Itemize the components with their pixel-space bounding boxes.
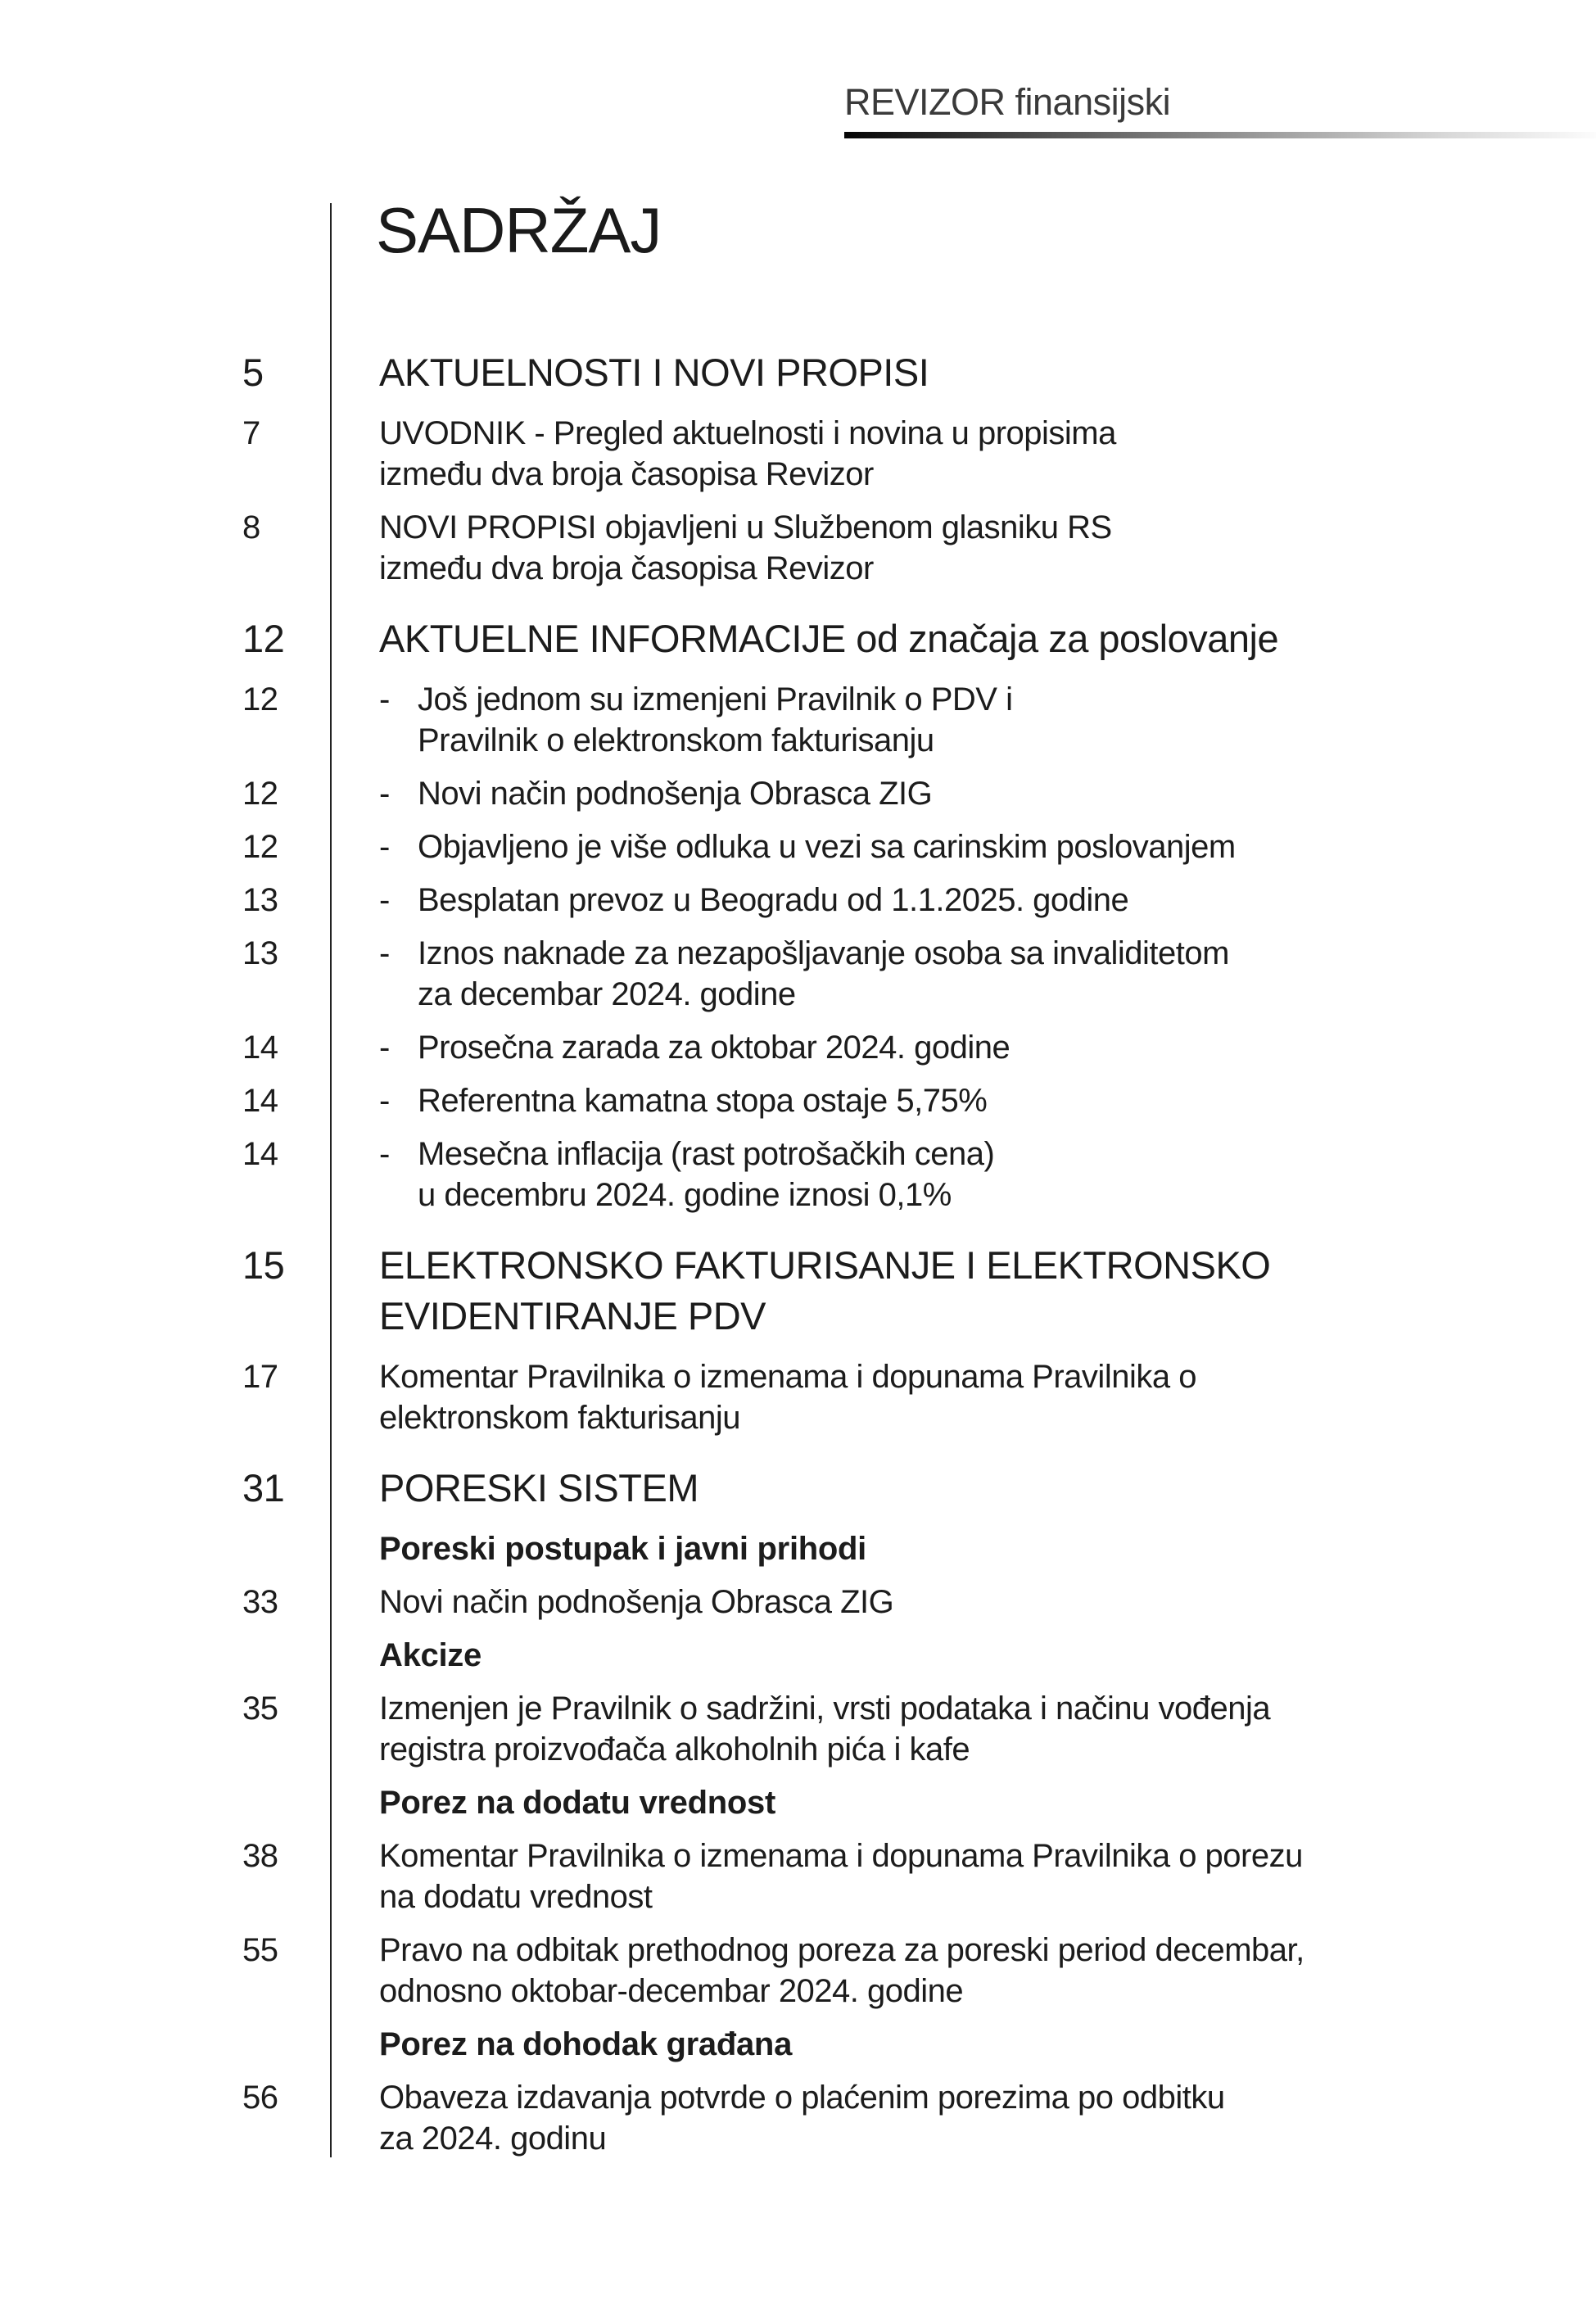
toc-entry-line: Mesečna inflacija (rast potrošačkih cena) xyxy=(418,1136,995,1172)
toc-entry-line: Još jednom su izmenjeni Pravilnik o PDV i xyxy=(418,681,1013,717)
toc-entry xyxy=(0,2077,1571,2159)
toc-entry xyxy=(0,933,1571,1015)
toc-entry-text xyxy=(331,413,1571,495)
toc-entry xyxy=(0,1930,1571,2012)
dash-bullet: - xyxy=(379,829,390,865)
toc-entry-lines xyxy=(379,1930,1304,2012)
toc-entry-lines xyxy=(418,880,1128,921)
toc-page-number: 14 xyxy=(242,1083,278,1119)
toc-entry-lines xyxy=(379,2024,792,2065)
header-gradient-rule xyxy=(844,132,1596,138)
toc-entry-line: Pravo na odbitak prethodnog poreza za poreski period decembar, xyxy=(379,1932,1304,1968)
dash-bullet: - xyxy=(379,882,390,918)
toc-entry xyxy=(0,347,1571,398)
toc-entry-text xyxy=(331,826,1571,867)
toc-page-number: 17 xyxy=(242,1359,278,1395)
toc-entry-text xyxy=(331,347,1571,398)
toc-page-number: 55 xyxy=(242,1932,278,1968)
toc-entry xyxy=(0,826,1571,867)
toc-entry-lines xyxy=(379,613,1278,664)
toc-entry-text xyxy=(331,507,1571,589)
toc-entry-text xyxy=(331,933,1571,1015)
toc-list xyxy=(0,347,1571,2171)
toc-entry-text xyxy=(331,679,1571,761)
toc-page-number: 12 xyxy=(242,829,278,865)
toc-entry-text xyxy=(331,880,1571,921)
toc-entry-text xyxy=(331,2024,1571,2065)
toc-entry xyxy=(0,1782,1571,1823)
toc-entry-line: Prosečna zarada za oktobar 2024. godine xyxy=(418,1030,1010,1066)
toc-entry-lines xyxy=(418,1080,987,1121)
toc-page-number: 56 xyxy=(242,2080,278,2116)
toc-page-number: 33 xyxy=(242,1584,278,1620)
toc-entry-lines xyxy=(379,1356,1196,1438)
toc-entry xyxy=(0,1582,1571,1623)
dash-bullet: - xyxy=(379,1030,390,1066)
toc-entry xyxy=(0,2024,1571,2065)
toc-entry-text xyxy=(331,1635,1571,1676)
toc-entry-line: između dva broja časopisa Revizor xyxy=(379,550,874,586)
toc-page-number: 35 xyxy=(242,1691,278,1727)
toc-entry-lines xyxy=(379,1463,699,1514)
toc-entry-line: Novi način podnošenja Obrasca ZIG xyxy=(379,1584,894,1620)
toc-entry-text xyxy=(331,2077,1571,2159)
toc-entry-line: Pravilnik o elektronskom fakturisanju xyxy=(418,722,934,758)
toc-page-number xyxy=(0,2024,331,2065)
toc-entry-line: AKTUELNOSTI I NOVI PROPISI xyxy=(379,351,929,394)
toc-entry xyxy=(0,413,1571,495)
toc-page-number: 12 xyxy=(242,776,278,812)
toc-entry-text xyxy=(331,1134,1571,1215)
toc-entry-line: registra proizvođača alkoholnih pića i kafe xyxy=(379,1731,970,1768)
toc-entry-lines xyxy=(379,1528,866,1569)
toc-entry-line: za 2024. godinu xyxy=(379,2121,607,2157)
toc-entry-line: Komentar Pravilnika o izmenama i dopunama Pravilnika o xyxy=(379,1359,1196,1395)
toc-page-number: 12 xyxy=(242,681,278,717)
toc-entry-lines xyxy=(418,679,1012,761)
toc-entry xyxy=(0,1528,1571,1569)
toc-entry-lines xyxy=(379,347,929,398)
toc-entry xyxy=(0,1240,1571,1342)
toc-entry-text xyxy=(331,1240,1571,1342)
toc-page-number: 12 xyxy=(242,617,285,660)
toc-page-number: 14 xyxy=(242,1030,278,1066)
toc-entry xyxy=(0,1688,1571,1770)
toc-page-number: 14 xyxy=(242,1136,278,1172)
toc-entry-line: EVIDENTIRANJE PDV xyxy=(379,1294,766,1338)
toc-entry-line: Besplatan prevoz u Beogradu od 1.1.2025. godine xyxy=(418,882,1129,918)
toc-entry-line: Obaveza izdavanja potvrde o plaćenim porezima po odbitku xyxy=(379,2080,1225,2116)
toc-entry-line: elektronskom fakturisanju xyxy=(379,1400,741,1436)
toc-entry-text xyxy=(331,1782,1571,1823)
toc-entry-text xyxy=(331,1027,1571,1068)
toc-entry xyxy=(0,1635,1571,1676)
toc-page-number: 5 xyxy=(242,351,264,394)
toc-page-number xyxy=(0,1528,331,1569)
toc-entry-text xyxy=(331,1582,1571,1623)
toc-entry-lines xyxy=(379,1240,1270,1342)
toc-entry-text xyxy=(331,1835,1571,1917)
toc-entry-lines xyxy=(379,1782,775,1823)
toc-entry-line: PORESKI SISTEM xyxy=(379,1466,699,1510)
toc-entry xyxy=(0,1027,1571,1068)
toc-entry-line: Komentar Pravilnika o izmenama i dopunama Pravilnika o porezu xyxy=(379,1838,1303,1874)
toc-entry-text xyxy=(331,1528,1571,1569)
toc-entry xyxy=(0,1835,1571,1917)
toc-entry-lines xyxy=(379,413,1116,495)
toc-entry-line: Objavljeno je više odluka u vezi sa carinskim poslovanjem xyxy=(418,829,1236,865)
toc-entry-line: Akcize xyxy=(379,1637,482,1673)
dash-bullet: - xyxy=(379,935,390,971)
toc-entry-line: NOVI PROPISI objavljeni u Službenom glasniku RS xyxy=(379,509,1112,545)
toc-entry-lines xyxy=(379,1635,482,1676)
dash-bullet: - xyxy=(379,776,390,812)
dash-bullet: - xyxy=(379,681,390,717)
toc-entry xyxy=(0,1356,1571,1438)
toc-entry-text xyxy=(331,1930,1571,2012)
toc-entry-line: za decembar 2024. godine xyxy=(418,976,796,1012)
toc-page-number xyxy=(0,1782,331,1823)
toc-entry-lines xyxy=(418,1027,1010,1068)
toc-entry-lines xyxy=(418,933,1229,1015)
toc-entry-lines xyxy=(379,1835,1303,1917)
toc-entry-line: Poreski postupak i javni prihodi xyxy=(379,1531,866,1567)
toc-entry-text xyxy=(331,773,1571,814)
toc-entry-line: Referentna kamatna stopa ostaje 5,75% xyxy=(418,1083,988,1119)
toc-entry-line: Porez na dohodak građana xyxy=(379,2026,793,2062)
toc-entry-lines xyxy=(379,1582,893,1623)
toc-entry-line: u decembru 2024. godine iznosi 0,1% xyxy=(418,1177,952,1213)
toc-entry xyxy=(0,679,1571,761)
toc-entry-lines xyxy=(379,1688,1270,1770)
toc-page-number xyxy=(0,1635,331,1676)
toc-entry-line: ELEKTRONSKO FAKTURISANJE I ELEKTRONSKO xyxy=(379,1243,1271,1287)
toc-page-number: 15 xyxy=(242,1243,285,1287)
toc-page-number: 31 xyxy=(242,1466,285,1510)
toc-entry-lines xyxy=(418,773,932,814)
toc-entry-line: Porez na dodatu vrednost xyxy=(379,1785,775,1821)
toc-entry xyxy=(0,773,1571,814)
dash-bullet: - xyxy=(379,1083,390,1119)
toc-page-number: 7 xyxy=(242,415,260,451)
toc-page-number: 13 xyxy=(242,935,278,971)
toc-entry-line: Iznos naknade za nezapošljavanje osoba sa invaliditetom xyxy=(418,935,1229,971)
toc-entry-text xyxy=(331,1463,1571,1514)
toc-entry xyxy=(0,1134,1571,1215)
toc-entry-line: AKTUELNE INFORMACIJE od značaja za poslovanje xyxy=(379,617,1279,660)
toc-entry-line: između dva broja časopisa Revizor xyxy=(379,456,874,492)
toc-entry-lines xyxy=(418,826,1236,867)
magazine-title: REVIZOR finansijski xyxy=(844,81,1171,123)
toc-entry-line: UVODNIK - Pregled aktuelnosti i novina u propisima xyxy=(379,415,1116,451)
toc-entry-line: Novi način podnošenja Obrasca ZIG xyxy=(418,776,933,812)
dash-bullet: - xyxy=(379,1136,390,1172)
toc-entry-lines xyxy=(379,507,1112,589)
toc-entry-text xyxy=(331,613,1571,664)
toc-entry xyxy=(0,613,1571,664)
toc-entry xyxy=(0,1463,1571,1514)
toc-entry-text xyxy=(331,1080,1571,1121)
toc-entry-lines xyxy=(418,1134,994,1215)
toc-entry-line: odnosno oktobar-decembar 2024. godine xyxy=(379,1973,964,2009)
toc-page-number: 13 xyxy=(242,882,278,918)
toc-page-number: 8 xyxy=(242,509,260,545)
toc-entry-text xyxy=(331,1688,1571,1770)
toc-entry-text xyxy=(331,1356,1571,1438)
toc-entry-lines xyxy=(379,2077,1225,2159)
toc-entry xyxy=(0,880,1571,921)
toc-entry-line: na dodatu vrednost xyxy=(379,1879,653,1915)
page-title: SADRŽAJ xyxy=(376,194,662,266)
toc-page-number: 38 xyxy=(242,1838,278,1874)
toc-entry-line: Izmenjen je Pravilnik o sadržini, vrsti podataka i načinu vođenja xyxy=(379,1691,1271,1727)
toc-entry xyxy=(0,1080,1571,1121)
toc-entry xyxy=(0,507,1571,589)
